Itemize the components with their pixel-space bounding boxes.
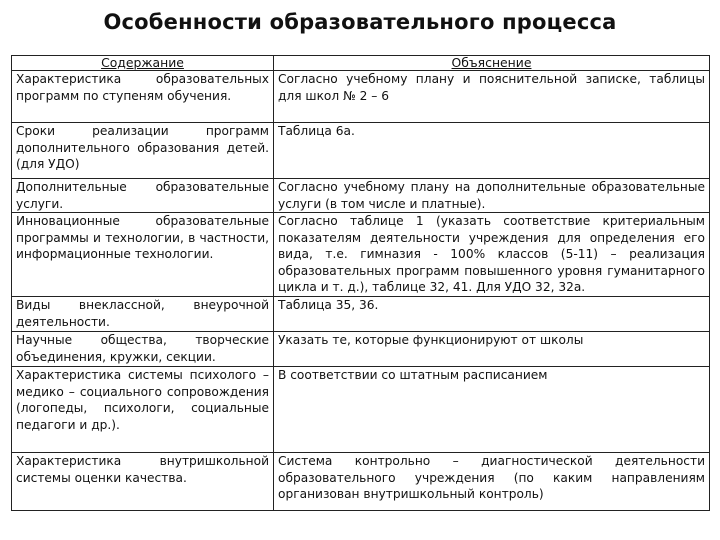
table-row: [12, 297, 710, 332]
header-explanation: Объяснение: [274, 56, 710, 71]
row-content: Инновационные образовательные программы и технологии, в частности, информационные технологии.: [12, 213, 274, 297]
page-title: Особенности образовательного процесса: [103, 10, 617, 34]
row-content: Сроки реализации программ дополнительного образования детей. (для УДО): [12, 123, 274, 179]
table-row: [12, 332, 710, 367]
row-content: Научные общества, творческие объединения, кружки, секции.: [12, 332, 274, 367]
row-explanation: Согласно таблице 1 (указать соответствие критериальным показателям деятельности учреждения для определения его вида, т.е. гимназия - 100% классов (5-11) – реализация образовательных программ повышенного уровня гуманитарного цикла и т. д.), таблице 32, 41. Для УДО 32, 32а.: [274, 213, 710, 297]
row-explanation: Указать те, которые функционируют от школы: [274, 332, 710, 367]
row-explanation: В соответствии со штатным расписанием: [274, 367, 710, 453]
table-header-row: [12, 56, 710, 71]
row-content: Характеристика образовательных программ по ступеням обучения.: [12, 71, 274, 123]
row-content: Характеристика системы психолого – медико – социального сопровождения (логопеды, психологи, социальные педагоги и др.).: [12, 367, 274, 453]
table-row: [12, 367, 710, 453]
table-row: [12, 453, 710, 511]
row-explanation: Таблица 6а.: [274, 123, 710, 179]
row-content: Виды внеклассной, внеурочной деятельности.: [12, 297, 274, 332]
table-row: [12, 71, 710, 123]
row-explanation: Система контрольно – диагностической деятельности образовательного учреждения (по каким направлениям организован внутришкольный контроль): [274, 453, 710, 511]
row-explanation: Таблица 35, 36.: [274, 297, 710, 332]
row-content: Характеристика внутришкольной системы оценки качества.: [12, 453, 274, 511]
table-row: [12, 179, 710, 213]
features-table: [11, 55, 710, 511]
table-row: [12, 213, 710, 297]
header-content: Содержание: [12, 56, 274, 71]
row-explanation: Согласно учебному плану и пояснительной записке, таблицы для школ № 2 – 6: [274, 71, 710, 123]
row-explanation: Согласно учебному плану на дополнительные образовательные услуги (в том числе и платные).: [274, 179, 710, 213]
table-row: [12, 123, 710, 179]
row-content: Дополнительные образовательные услуги.: [12, 179, 274, 213]
